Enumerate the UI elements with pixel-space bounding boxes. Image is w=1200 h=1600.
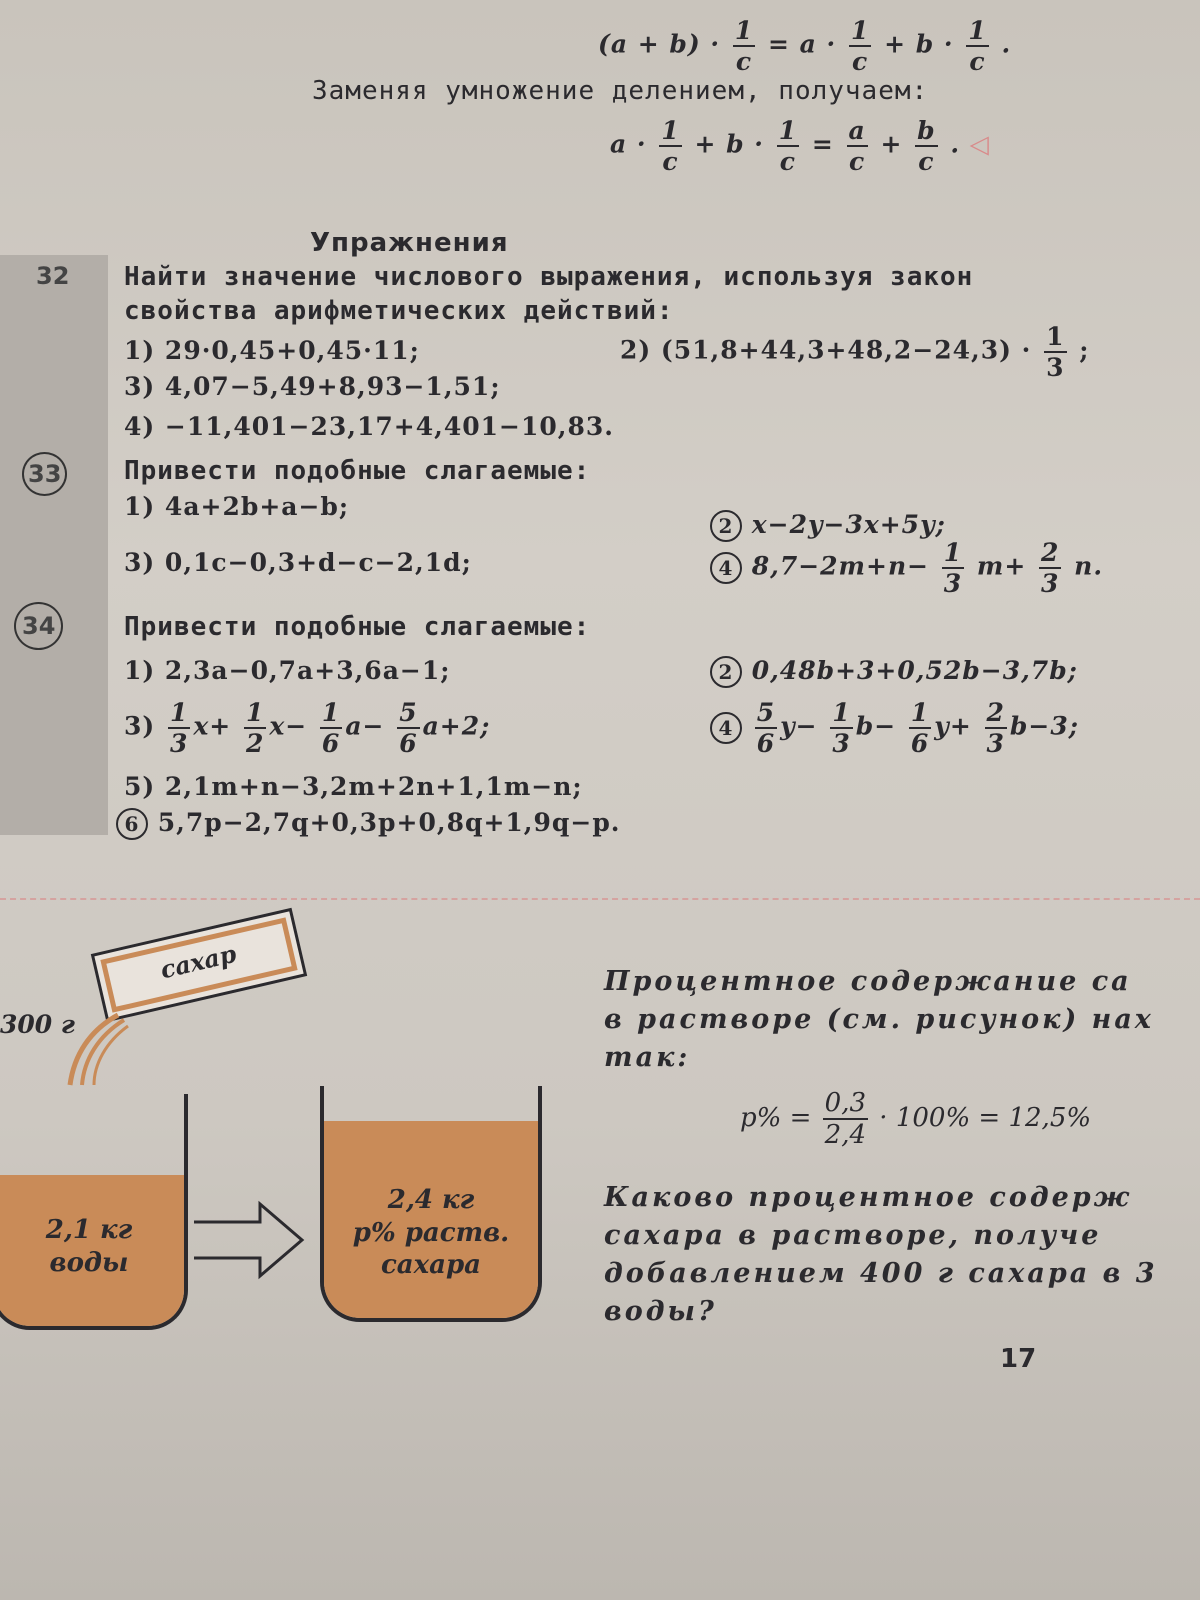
ex34-item4: 4 $\frac{5}{6}$ y− $\frac{1}{3}$ b− $\frac{1}{6}$ y+ $\frac{2}{3}$ b−3; [710, 700, 1079, 756]
ex34-item5: 5) 2,1m+n−3,2m+2n+1,1m−n; [124, 772, 583, 801]
question-line4: воды? [604, 1296, 717, 1327]
exercise-number-33: 33 [22, 452, 67, 496]
replace-text: Заменяя умножение делением, получаем: [312, 76, 929, 106]
solution-container [320, 1086, 542, 1322]
ex33-item1: 1) 4a+2b+a−b; [124, 492, 350, 521]
exercise-margin-band [0, 255, 108, 835]
section-title: Упражнения [310, 228, 509, 258]
circled-number: 2 [710, 656, 742, 688]
arrow-right-icon [190, 1200, 310, 1280]
ex33-item2: 2 x−2y−3x+5y; [710, 510, 946, 542]
sugar-stream-icon [60, 1010, 130, 1090]
ex32-prompt-line2: свойства арифметических действий: [124, 296, 674, 326]
percent-formula: p% = $\frac{0,3}{2,4}$ · 100% = 12,5% [740, 1088, 1092, 1150]
side-line2: в растворе (см. рисунок) нах [604, 1004, 1154, 1035]
section-divider [0, 898, 1200, 900]
circled-number: 4 [710, 552, 742, 584]
ex32-item3: 3) 4,07−5,49+8,93−1,51; [124, 372, 501, 401]
ex32-item4: 4) −11,401−23,17+4,401−10,83. [124, 412, 614, 441]
exercise-number-34: 34 [14, 602, 63, 650]
container1-label: 2,1 кг воды [45, 1215, 133, 1278]
container2-label: 2,4 кг p% раств. сахара [352, 1185, 510, 1280]
circled-number: 2 [710, 510, 742, 542]
ex34-prompt: Привести подобные слагаемые: [124, 612, 591, 642]
question-line1: Каково процентное содерж [604, 1182, 1132, 1213]
ex32-item2: 2) (51,8+44,3+48,2−24,3) · $\frac{1}{3}$ ; [620, 322, 1090, 382]
sugar-label: сахар [157, 938, 239, 985]
formula-distributive: (a + b) · $\frac{1}{c}$ = a · $\frac{1}{c}$ + b · $\frac{1}{c}$ . [598, 16, 1012, 76]
ex34-item3: 3) $\frac{1}{3}$ x+ $\frac{1}{2}$ x− $\frac{1}{6}$ a− $\frac{5}{6}$ a+2; [124, 698, 491, 758]
water-container [0, 1094, 188, 1330]
circled-number: 4 [710, 712, 742, 744]
exercise-number-32: 32 [36, 262, 70, 290]
ex33-prompt: Привести подобные слагаемые: [124, 456, 591, 486]
question-line3: добавлением 400 г сахара в 3 [604, 1258, 1158, 1289]
ex34-item6: 6 5,7p−2,7q+0,3p+0,8q+1,9q−p. [116, 808, 621, 840]
page-number: 17 [1000, 1344, 1037, 1374]
ex33-item4: 4 8,7−2m+n− $\frac{1}{3}$ m+ $\frac{2}{3}$ n. [710, 540, 1103, 596]
formula-division: a · $\frac{1}{c}$ + b · $\frac{1}{c}$ = $\frac{a}{c}$ + $\frac{b}{c}$ . ◁ [610, 116, 990, 176]
ex34-item2: 2 0,48b+3+0,52b−3,7b; [710, 656, 1078, 688]
ex32-prompt-line1: Найти значение числового выражения, используя закон [124, 262, 974, 292]
circled-number: 6 [116, 808, 148, 840]
ex32-item1: 1) 29·0,45+0,45·11; [124, 336, 420, 365]
sugar-packet [91, 908, 307, 1023]
ex33-item3: 3) 0,1c−0,3+d−c−2,1d; [124, 548, 472, 577]
weight-label: 300 г [0, 1010, 75, 1039]
ex34-item1: 1) 2,3a−0,7a+3,6a−1; [124, 656, 451, 685]
side-line3: так: [604, 1042, 691, 1073]
end-proof-triangle-icon: ◁ [969, 129, 990, 159]
question-line2: сахара в растворе, получе [604, 1220, 1102, 1251]
side-line1: Процентное содержание са [604, 966, 1132, 997]
